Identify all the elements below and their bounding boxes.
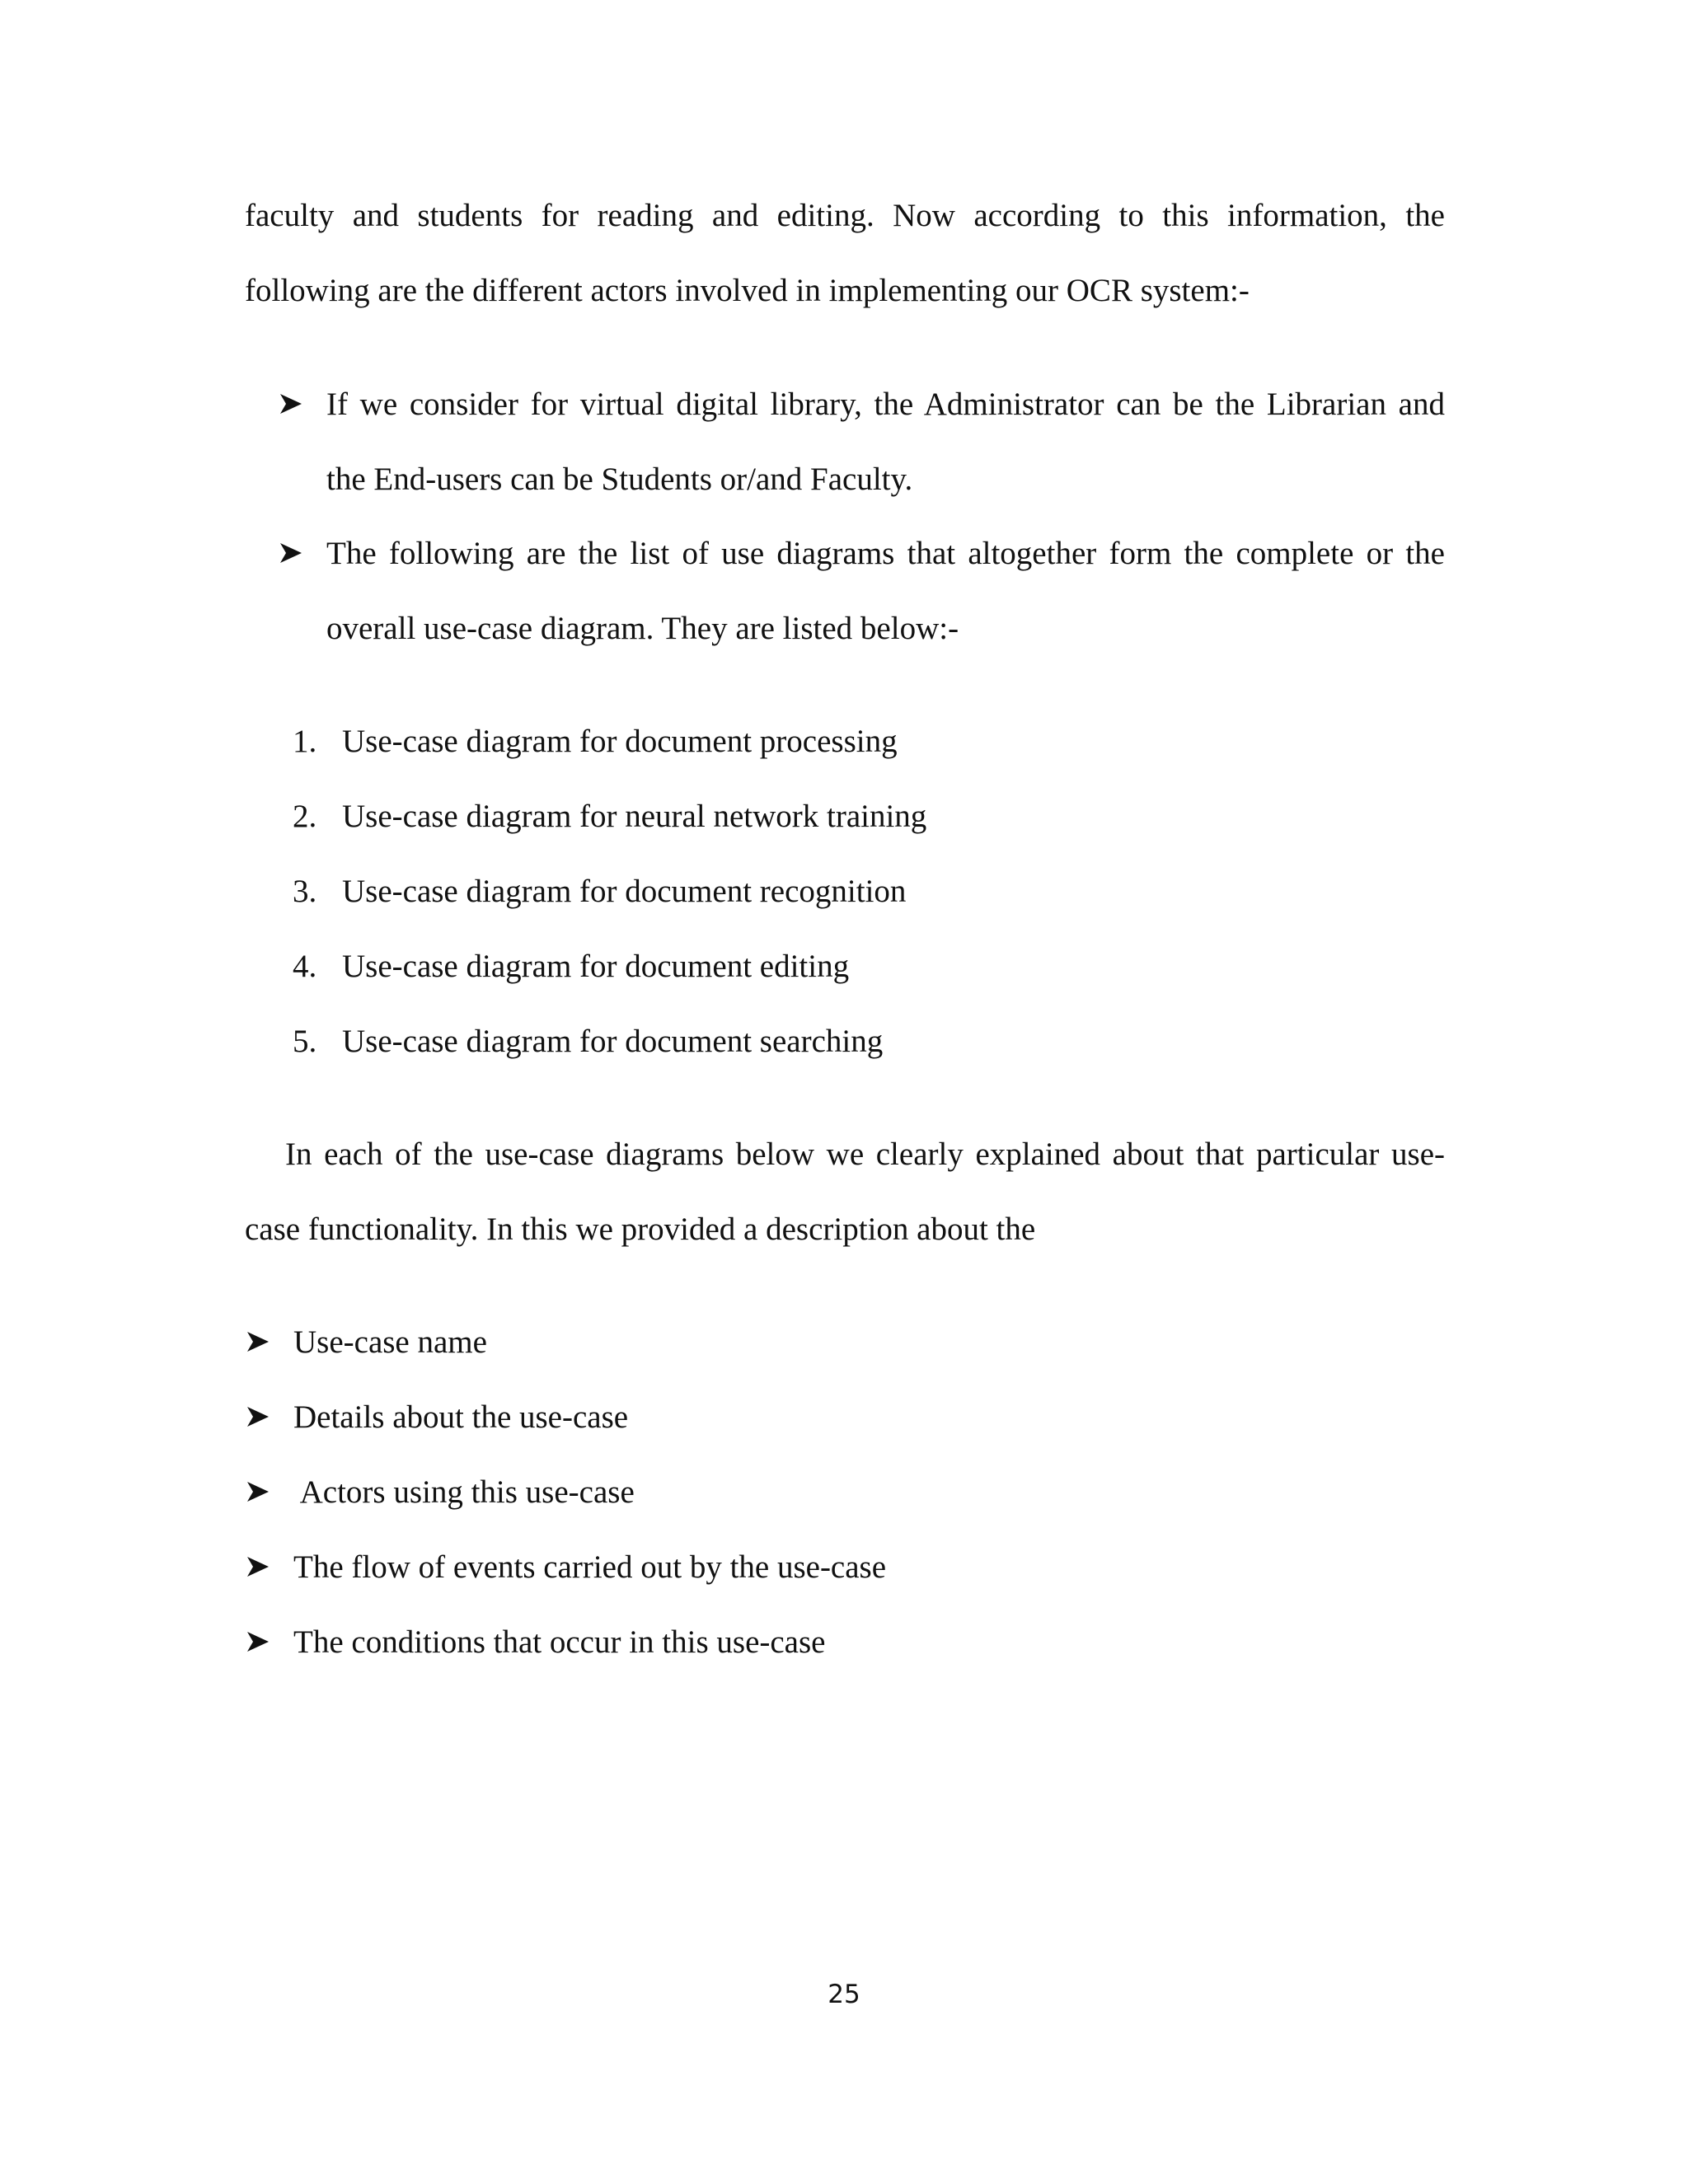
description-bullet: Details about the use-case [293,1399,629,1435]
list-item: Use-case diagram for neural network training [342,799,927,834]
list-item: Use-case diagram for document editing [342,949,850,984]
list-item-number: 1. [293,724,317,759]
list-item-number: 3. [293,874,317,909]
actor-bullet-2-line-1: The following are the list of use diagrams that altogether form the complete or the [326,536,1445,571]
arrowhead-bullet-icon [246,1554,270,1579]
list-item: Use-case diagram for document searching [342,1024,884,1059]
actor-bullet-2-line-2: overall use-case diagram. They are listed below:- [326,611,959,646]
list-item-number: 4. [293,949,317,984]
description-paragraph-line-2: case functionality. In this we provided a description about the [245,1212,1036,1247]
arrowhead-bullet-icon [246,1479,270,1504]
description-bullet: Actors using this use-case [293,1474,635,1510]
arrowhead-bullet-icon [246,1629,270,1654]
list-item-number: 5. [293,1024,317,1059]
intro-paragraph-line-1: faculty and students for reading and editing. Now according to this information, the [245,198,1445,233]
description-bullet: The conditions that occur in this use-case [293,1624,826,1660]
list-item-number: 2. [293,799,317,834]
arrowhead-bullet-icon [279,391,303,416]
actor-bullet-1-line-1: If we consider for virtual digital library, the Administrator can be the Librarian and [326,387,1445,422]
arrowhead-bullet-icon [279,541,303,565]
list-item: Use-case diagram for document processing [342,724,898,759]
page-number: 25 [828,1980,860,2009]
arrowhead-bullet-icon [246,1329,270,1354]
intro-paragraph-line-2: following are the different actors involved in implementing our OCR system:- [245,273,1250,308]
arrowhead-bullet-icon [246,1404,270,1429]
list-item: Use-case diagram for document recognition [342,874,907,909]
description-paragraph-line-1: In each of the use-case diagrams below we clearly explained about that particular use- [285,1137,1445,1172]
description-bullet: Use-case name [293,1324,487,1360]
actor-bullet-1-line-2: the End-users can be Students or/and Faculty. [326,462,913,497]
description-bullet: The flow of events carried out by the use-case [293,1549,887,1585]
